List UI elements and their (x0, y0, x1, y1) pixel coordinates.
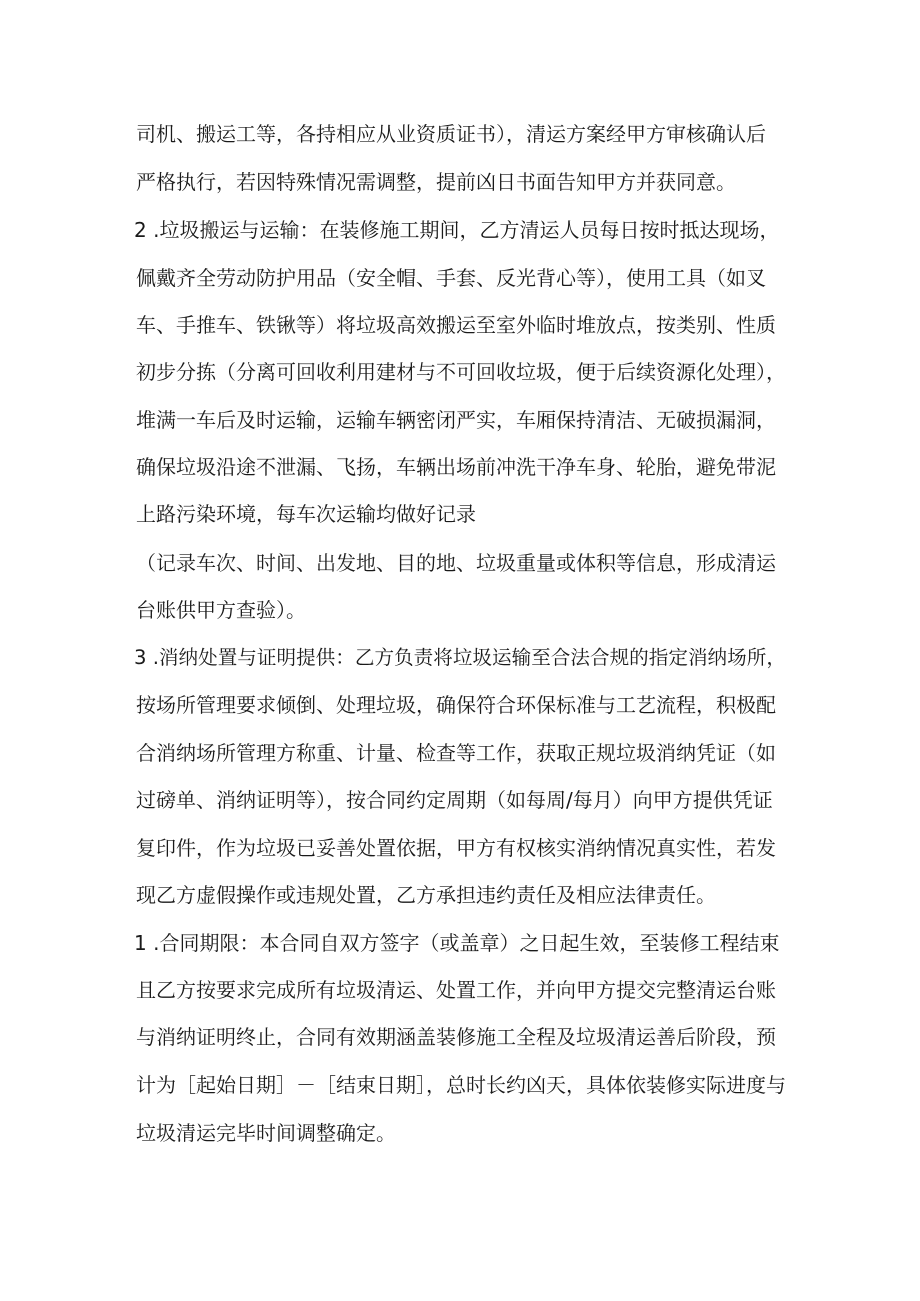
text-line: 2 .垃圾搬运与运输：在装修施工期间，乙方清运人员每日按时抵达现场， (134, 218, 780, 242)
text-line: 计为［起始日期］－［结束日期］，总时长约凶天，具体依装修实际进度与 (136, 1073, 786, 1097)
text-line: 与消纳证明终止，合同有效期涵盖装修施工全程及垃圾清运善后阶段，预 (136, 1025, 776, 1049)
text-line: 1 .合同期限：本合同自双方签字（或盖章）之日起生效，至装修工程结束 (134, 931, 780, 955)
text-line: 堆满一车后及时运输，运输车辆密闭严实，车厢保持清洁、无破损漏洞， (136, 408, 776, 432)
text-line: 按场所管理要求倾倒、处理垃圾，确保符合环保标准与工艺流程，积极配 (136, 693, 776, 717)
text-line: 过磅单、消纳证明等），按合同约定周期（如每周/每月）向甲方提供凭证 (136, 788, 773, 812)
text-line: 初步分拣（分离可回收利用建材与不可回收垃圾，便于后续资源化处理）， (136, 360, 786, 384)
text-line: 台账供甲方查验）。 (136, 598, 306, 622)
text-line: 复印件，作为垃圾已妥善处置依据，甲方有权核实消纳情况真实性，若发 (136, 836, 776, 860)
text-line: 3 .消纳处置与证明提供：乙方负责将垃圾运输至合法合规的指定消纳场所， (134, 646, 786, 669)
text-line: 垃圾清运完毕时间调整确定。 (136, 1121, 396, 1145)
text-line: （记录车次、时间、出发地、目的地、垃圾重量或体积等信息，形成清运 (136, 551, 776, 575)
text-line: 且乙方按要求完成所有垃圾清运、处置工作，并向甲方提交完整清运台账 (136, 978, 776, 1002)
text-line: 合消纳场所管理方称重、计量、检查等工作，获取正规垃圾消纳凭证（如 (136, 741, 776, 765)
text-line: 上路污染环境，每车次运输均做好记录 (136, 502, 476, 526)
text-line: 确保垃圾沿途不泄漏、飞扬，车辆出场前冲洗干净车身、轮胎，避免带泥 (136, 455, 776, 479)
text-line: 佩戴齐全劳动防护用品（安全帽、手套、反光背心等），使用工具（如叉 (136, 266, 766, 290)
text-line: 司机、搬运工等，各持相应从业资质证书），清运方案经甲方审核确认后 (136, 122, 766, 146)
text-line: 严格执行，若因特殊情况需调整，提前凶日书面告知甲方并获同意。 (136, 170, 736, 194)
text-line: 现乙方虚假操作或违规处置，乙方承担违约责任及相应法律责任。 (136, 883, 716, 907)
text-line: 车、手推车、铁锹等）将垃圾高效搬运至室外临时堆放点，按类别、性质 (136, 313, 776, 337)
